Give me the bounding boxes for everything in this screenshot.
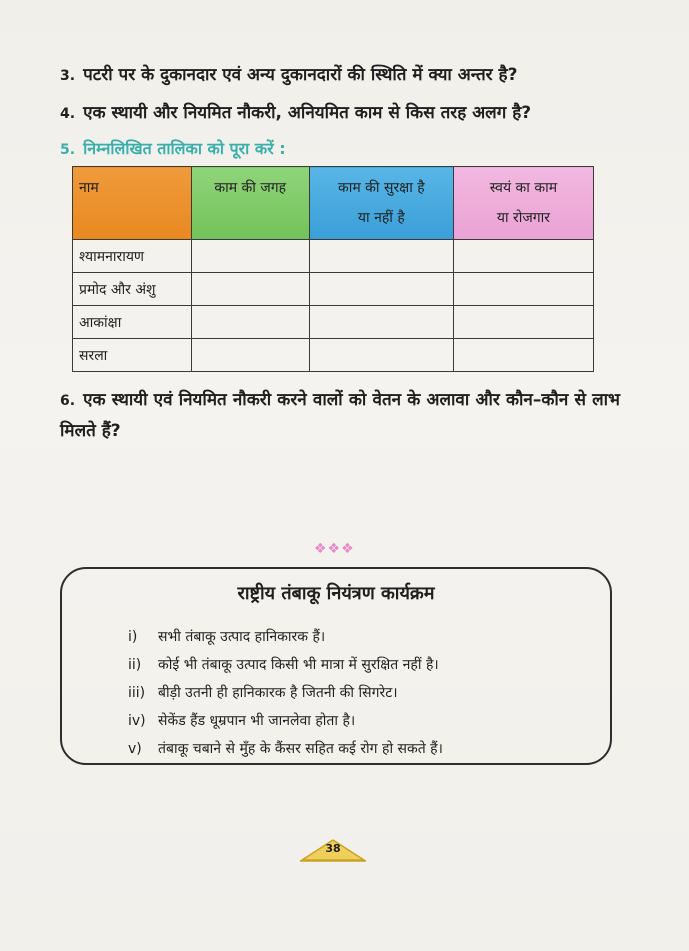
blank-cell: [453, 339, 593, 372]
question-number: 5.: [60, 142, 76, 158]
tobacco-control-box: [60, 567, 612, 765]
item-text: सेकेंड हैंड धूम्रपान भी जानलेवा होता है।: [158, 713, 356, 729]
blank-cell: [191, 240, 309, 273]
list-item: [128, 651, 443, 679]
item-number: i): [128, 629, 138, 645]
page-number-badge: [300, 838, 366, 862]
row-name-cell: प्रमोद और अंशु: [73, 273, 192, 306]
question-text: निम्नलिखित तालिका को पूरा करें :: [83, 139, 286, 158]
blank-cell: [309, 339, 453, 372]
question-number: 4.: [60, 106, 76, 122]
item-text: कोई भी तंबाकू उत्पाद किसी भी मात्रा में सुरक्षित नहीं है।: [158, 657, 439, 673]
blank-cell: [191, 339, 309, 372]
header-label: नाम: [79, 180, 99, 196]
header-workplace: [191, 167, 309, 240]
list-item: [128, 707, 443, 735]
row-name-cell: आकांक्षा: [73, 306, 192, 339]
section-divider-ornament: ❖❖❖: [314, 541, 355, 557]
question-number: 6.: [60, 393, 76, 409]
question-number: 3.: [60, 68, 76, 84]
item-number: ii): [128, 657, 142, 673]
item-text: बीड़ी उतनी ही हानिकारक है जितनी की सिगरेट।: [158, 685, 398, 701]
header-label: काम की जगह: [214, 180, 287, 196]
box-title: राष्ट्रीय तंबाकू नियंत्रण कार्यक्रम: [237, 583, 435, 604]
item-number: iii): [128, 685, 146, 701]
blank-cell: [309, 240, 453, 273]
question-text: एक स्थायी और नियमित नौकरी, अनियमित काम से किस तरह अलग है?: [83, 103, 532, 123]
table-row: [73, 240, 594, 273]
question-text: एक स्थायी एवं नियमित नौकरी करने वालों को वेतन के अलावा और कौन–कौन से लाभ मिलते हैं?: [60, 390, 620, 441]
list-item: [128, 623, 443, 651]
header-label: स्वयं का काम: [489, 180, 558, 196]
header-self-employment: [453, 167, 593, 240]
table-row: [73, 273, 594, 306]
header-name: [73, 167, 192, 240]
item-number: iv): [128, 713, 146, 729]
worksheet-table: [72, 166, 594, 372]
question-3: [60, 60, 620, 91]
box-list: [128, 623, 443, 763]
list-item: [128, 679, 443, 707]
header-job-security: [309, 167, 453, 240]
blank-cell: [453, 273, 593, 306]
question-6: [60, 385, 620, 446]
list-item: [128, 735, 443, 763]
blank-cell: [453, 240, 593, 273]
table-row: [73, 306, 594, 339]
item-text: तंबाकू चबाने से मुँह के कैंसर सहित कई रोग हो सकते हैं।: [158, 741, 443, 757]
page-number: 38: [325, 842, 341, 855]
item-number: v): [128, 741, 142, 757]
table-header-row: [73, 167, 594, 240]
question-text: पटरी पर के दुकानदार एवं अन्य दुकानदारों की स्थिति में क्या अन्तर है?: [83, 65, 518, 85]
row-name-cell: श्यामनारायण: [73, 240, 192, 273]
question-5: [60, 134, 620, 165]
question-4: [60, 98, 620, 129]
header-label: या नहीं है: [357, 210, 405, 226]
blank-cell: [191, 273, 309, 306]
item-text: सभी तंबाकू उत्पाद हानिकारक हैं।: [158, 629, 326, 645]
blank-cell: [453, 306, 593, 339]
blank-cell: [309, 306, 453, 339]
header-label: या रोजगार: [496, 210, 551, 226]
header-label: काम की सुरक्षा है: [337, 180, 425, 196]
blank-cell: [309, 273, 453, 306]
blank-cell: [191, 306, 309, 339]
table-row: [73, 339, 594, 372]
row-name-cell: सरला: [73, 339, 192, 372]
